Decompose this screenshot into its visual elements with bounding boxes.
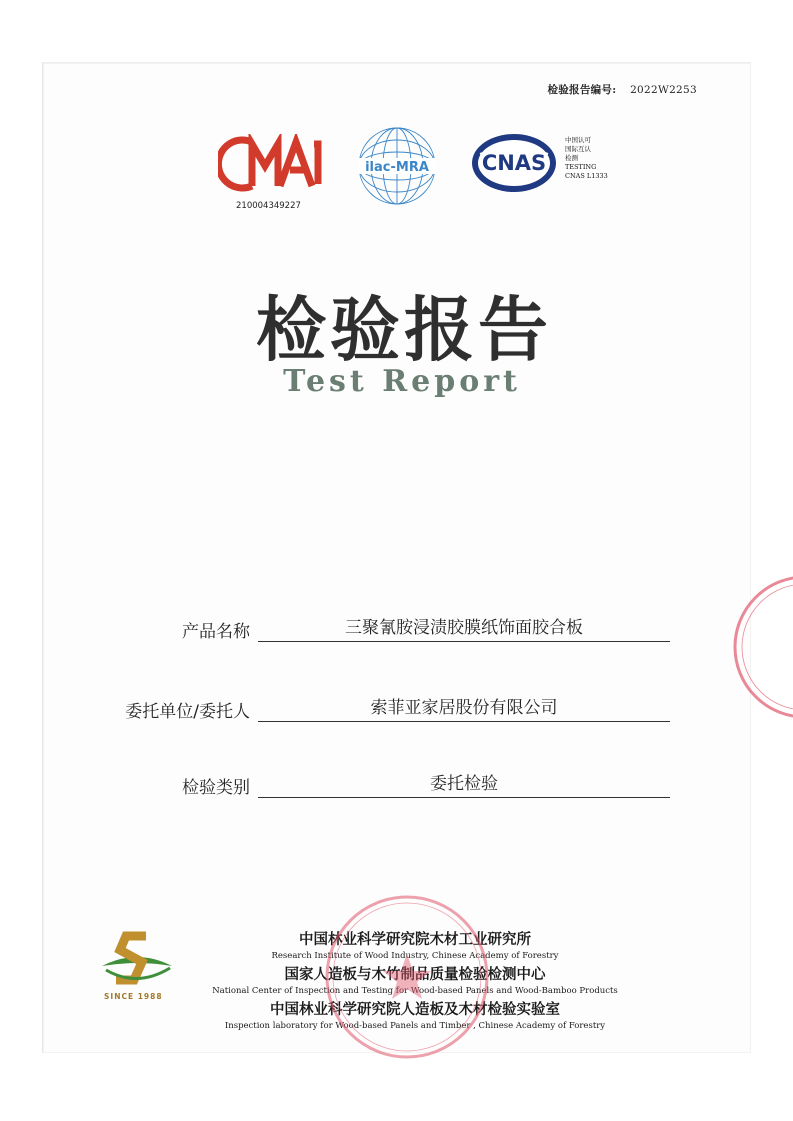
field-client bbox=[90, 694, 670, 724]
organization-block bbox=[180, 930, 650, 1035]
ilac-logo-text: ilac-MRA bbox=[365, 160, 429, 175]
cnas-caption bbox=[565, 136, 635, 181]
report-cover-page bbox=[42, 62, 751, 1053]
field-product-name bbox=[90, 614, 670, 644]
field-value: 委托检验 bbox=[258, 769, 670, 798]
report-title-en: Test Report bbox=[283, 364, 521, 399]
since-label: SINCE 1988 bbox=[104, 992, 163, 1001]
cnas-caption-line: 国际互认 bbox=[565, 145, 591, 153]
field-inspection-type bbox=[90, 770, 670, 800]
ilac-mra-icon bbox=[354, 124, 440, 208]
cnas-caption-line: 中国认可 bbox=[565, 136, 591, 144]
field-label: 委托单位/委托人 bbox=[125, 702, 250, 722]
org-name-en: Inspection laboratory for Wood-based Panels and Timber , Chinese Academy of Forestry bbox=[224, 1021, 606, 1031]
org-name-cn: 中国林业科学研究院木材工业研究所 bbox=[299, 932, 531, 948]
org-name-en: National Center of Inspection and Testing for Wood-based Panels and Wood-Bamboo Products bbox=[212, 986, 618, 996]
cnas-caption-line: 检测 bbox=[565, 154, 578, 162]
cma-mark-icon bbox=[218, 134, 322, 194]
field-value: 索菲亚家居股份有限公司 bbox=[258, 693, 670, 722]
cnas-caption-line: CNAS L1333 bbox=[565, 172, 608, 180]
field-value: 三聚氰胺浸渍胶膜纸饰面胶合板 bbox=[258, 613, 670, 642]
org-name-cn: 国家人造板与木竹制品质量检验检测中心 bbox=[284, 967, 546, 983]
field-label: 检验类别 bbox=[182, 778, 250, 798]
cnas-caption-line: TESTING bbox=[565, 163, 597, 171]
cma-number: 210004349227 bbox=[236, 201, 301, 211]
report-number-value: 2022W2253 bbox=[630, 84, 697, 96]
org-name-en: Research Institute of Wood Industry, Chinese Academy of Forestry bbox=[271, 951, 559, 961]
cnas-mark-icon bbox=[470, 132, 558, 194]
field-label: 产品名称 bbox=[182, 622, 250, 642]
report-title-cn: 检验报告 bbox=[256, 289, 552, 371]
report-number-label: 检验报告编号: bbox=[547, 84, 617, 96]
org-name-cn: 中国林业科学研究院人造板及木材检验实验室 bbox=[270, 1002, 560, 1018]
cnas-logo-text: CNAS bbox=[481, 151, 547, 175]
report-number bbox=[547, 82, 697, 97]
